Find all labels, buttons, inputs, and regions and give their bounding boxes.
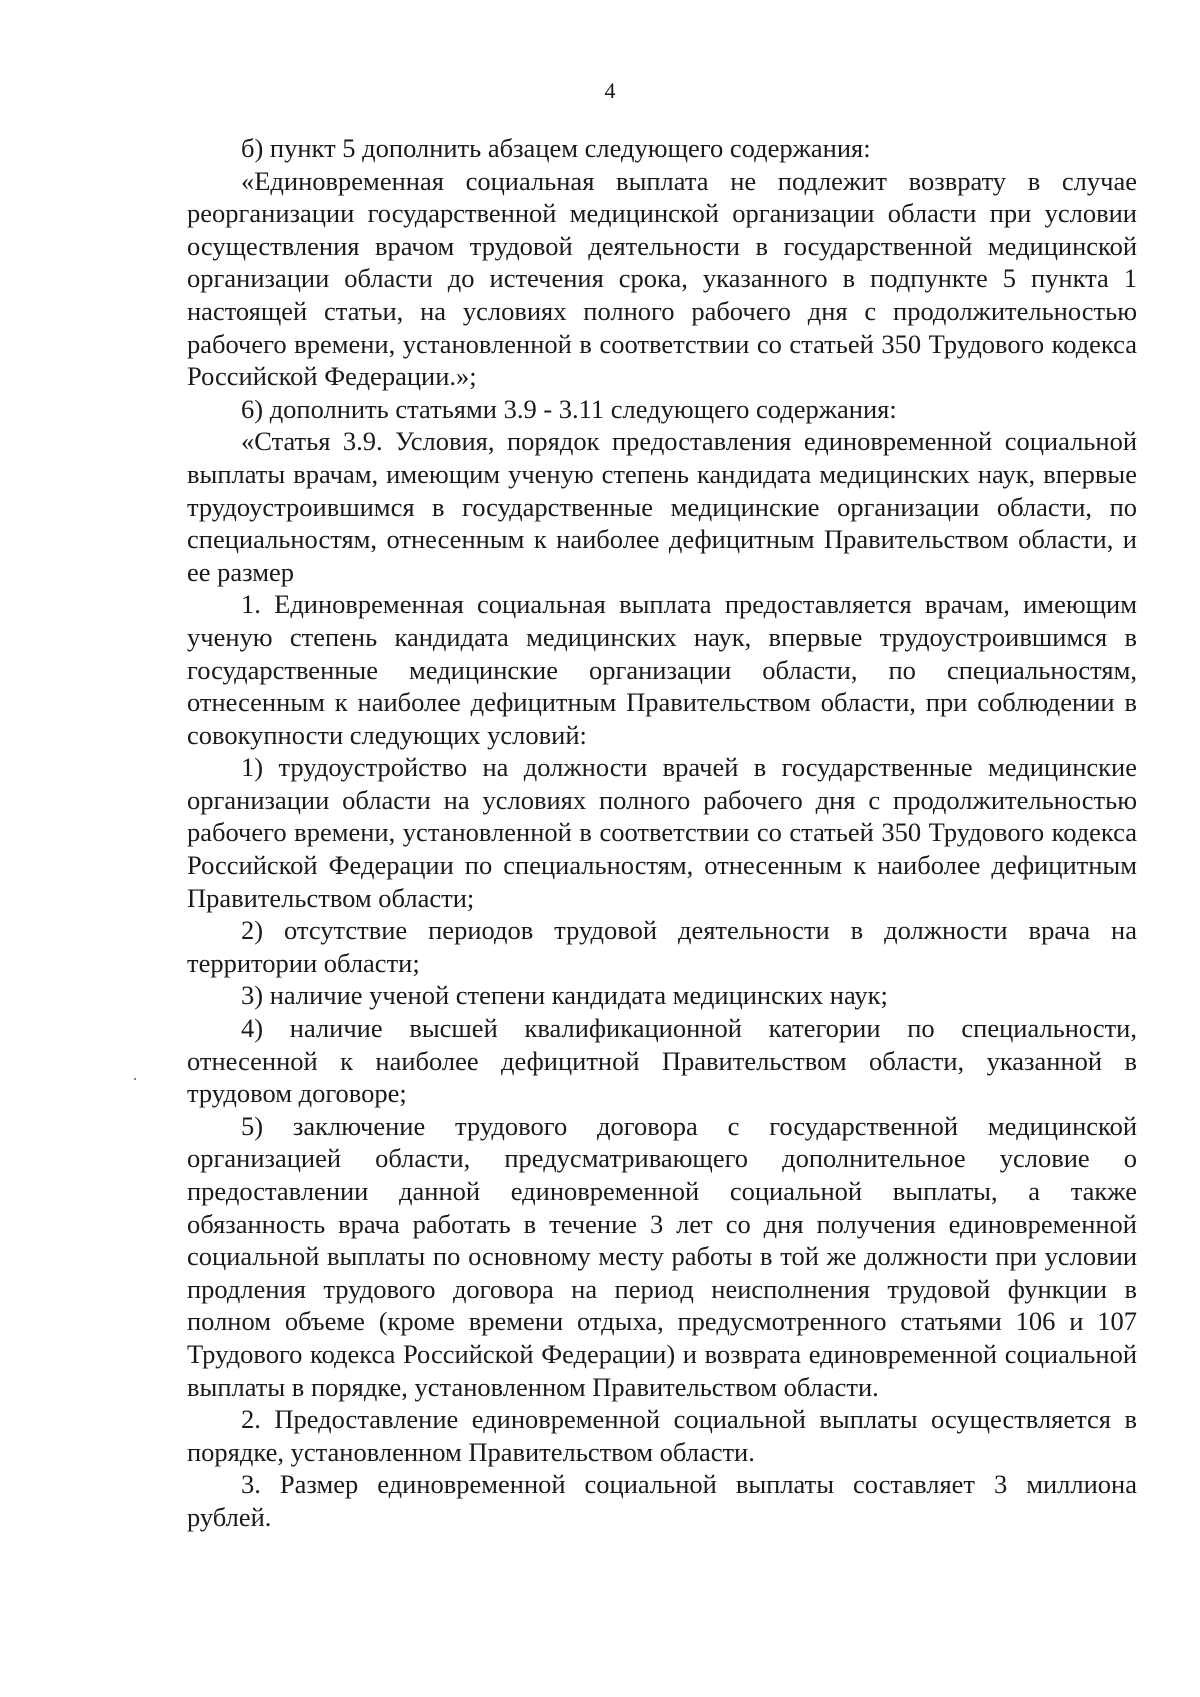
condition-1: 1) трудоустройство на должности врачей в государственные медицинские организации области на условиях полного рабочего дня с продолжительностью рабочего времени, установленной в соответствии со статьей 350 Трудового кодекса Российской Федерации по специальностям, отнесенным к наиболее дефицитным Правительством области;: [187, 752, 1137, 913]
article-heading: «Статья 3.9. Условия, порядок предоставления единовременной социальной выплаты врачам, имеющим ученую степень кандидата медицинских наук, впервые трудоустроившимся в государственные медицинские организации области, по специальностям, отнесенным к наиболее дефицитным Правительством области, и ее размер: [187, 426, 1137, 587]
condition-3: 3) наличие ученой степени кандидата медицинских наук;: [241, 980, 888, 1011]
page-number: 4: [604, 78, 616, 103]
clause-1: 1. Единовременная социальная выплата предоставляется врачам, имеющим ученую степень кандидата медицинских наук, впервые трудоустроившимся в государственные медицинские организации области, по специальностям, отнесенным к наиболее дефицитным Правительством области, при соблюдении в совокупности следующих условий:: [187, 589, 1137, 750]
condition-5: 5) заключение трудового договора с государственной медицинской организацией области, предусматривающего дополнительное условие о предоставлении данной единовременной социальной выплаты, а также обязанность врача работать в течение 3 лет со дня получения единовременной социальной выплаты по основному месту работы в той же должности при условии продления трудового договора на период неисполнения трудовой функции в полном объеме (кроме времени отдыха, предусмотренного статьями 106 и 107 Трудового кодекса Российской Федерации) и возврата единовременной социальной выплаты в порядке, установленном Правительством области.: [187, 1110, 1137, 1402]
clause-2: 2. Предоставление единовременной социальной выплаты осуществляется в порядке, установленном Правительством области.: [187, 1404, 1137, 1467]
scan-speck: [134, 1078, 136, 1080]
paragraph-amendment-b: б) пункт 5 дополнить абзацем следующего содержания:: [241, 133, 871, 163]
condition-2: 2) отсутствие периодов трудовой деятельности в должности врача на территории области;: [187, 915, 1137, 978]
paragraph-amendment-6: 6) дополнить статьями 3.9 - 3.11 следующего содержания:: [241, 393, 897, 424]
document-body: [187, 132, 1137, 1534]
paragraph-amendment-b-text: «Единовременная социальная выплата не подлежит возврату в случае реорганизации государственной медицинской организации области при условии осуществления врачом трудовой деятельности в государственной медицинской организации области до истечения срока, указанного в подпункте 5 пункта 1 настоящей статьи, на условиях полного рабочего дня с продолжительностью рабочего времени, установленной в соответствии со статьей 350 Трудового кодекса Российской Федерации.»;: [187, 165, 1137, 392]
condition-4: 4) наличие высшей квалификационной категории по специальности, отнесенной к наиболее дефицитной Правительством области, указанной в трудовом договоре;: [187, 1013, 1137, 1109]
clause-3: 3. Размер единовременной социальной выплаты составляет 3 миллиона рублей.: [187, 1469, 1137, 1532]
